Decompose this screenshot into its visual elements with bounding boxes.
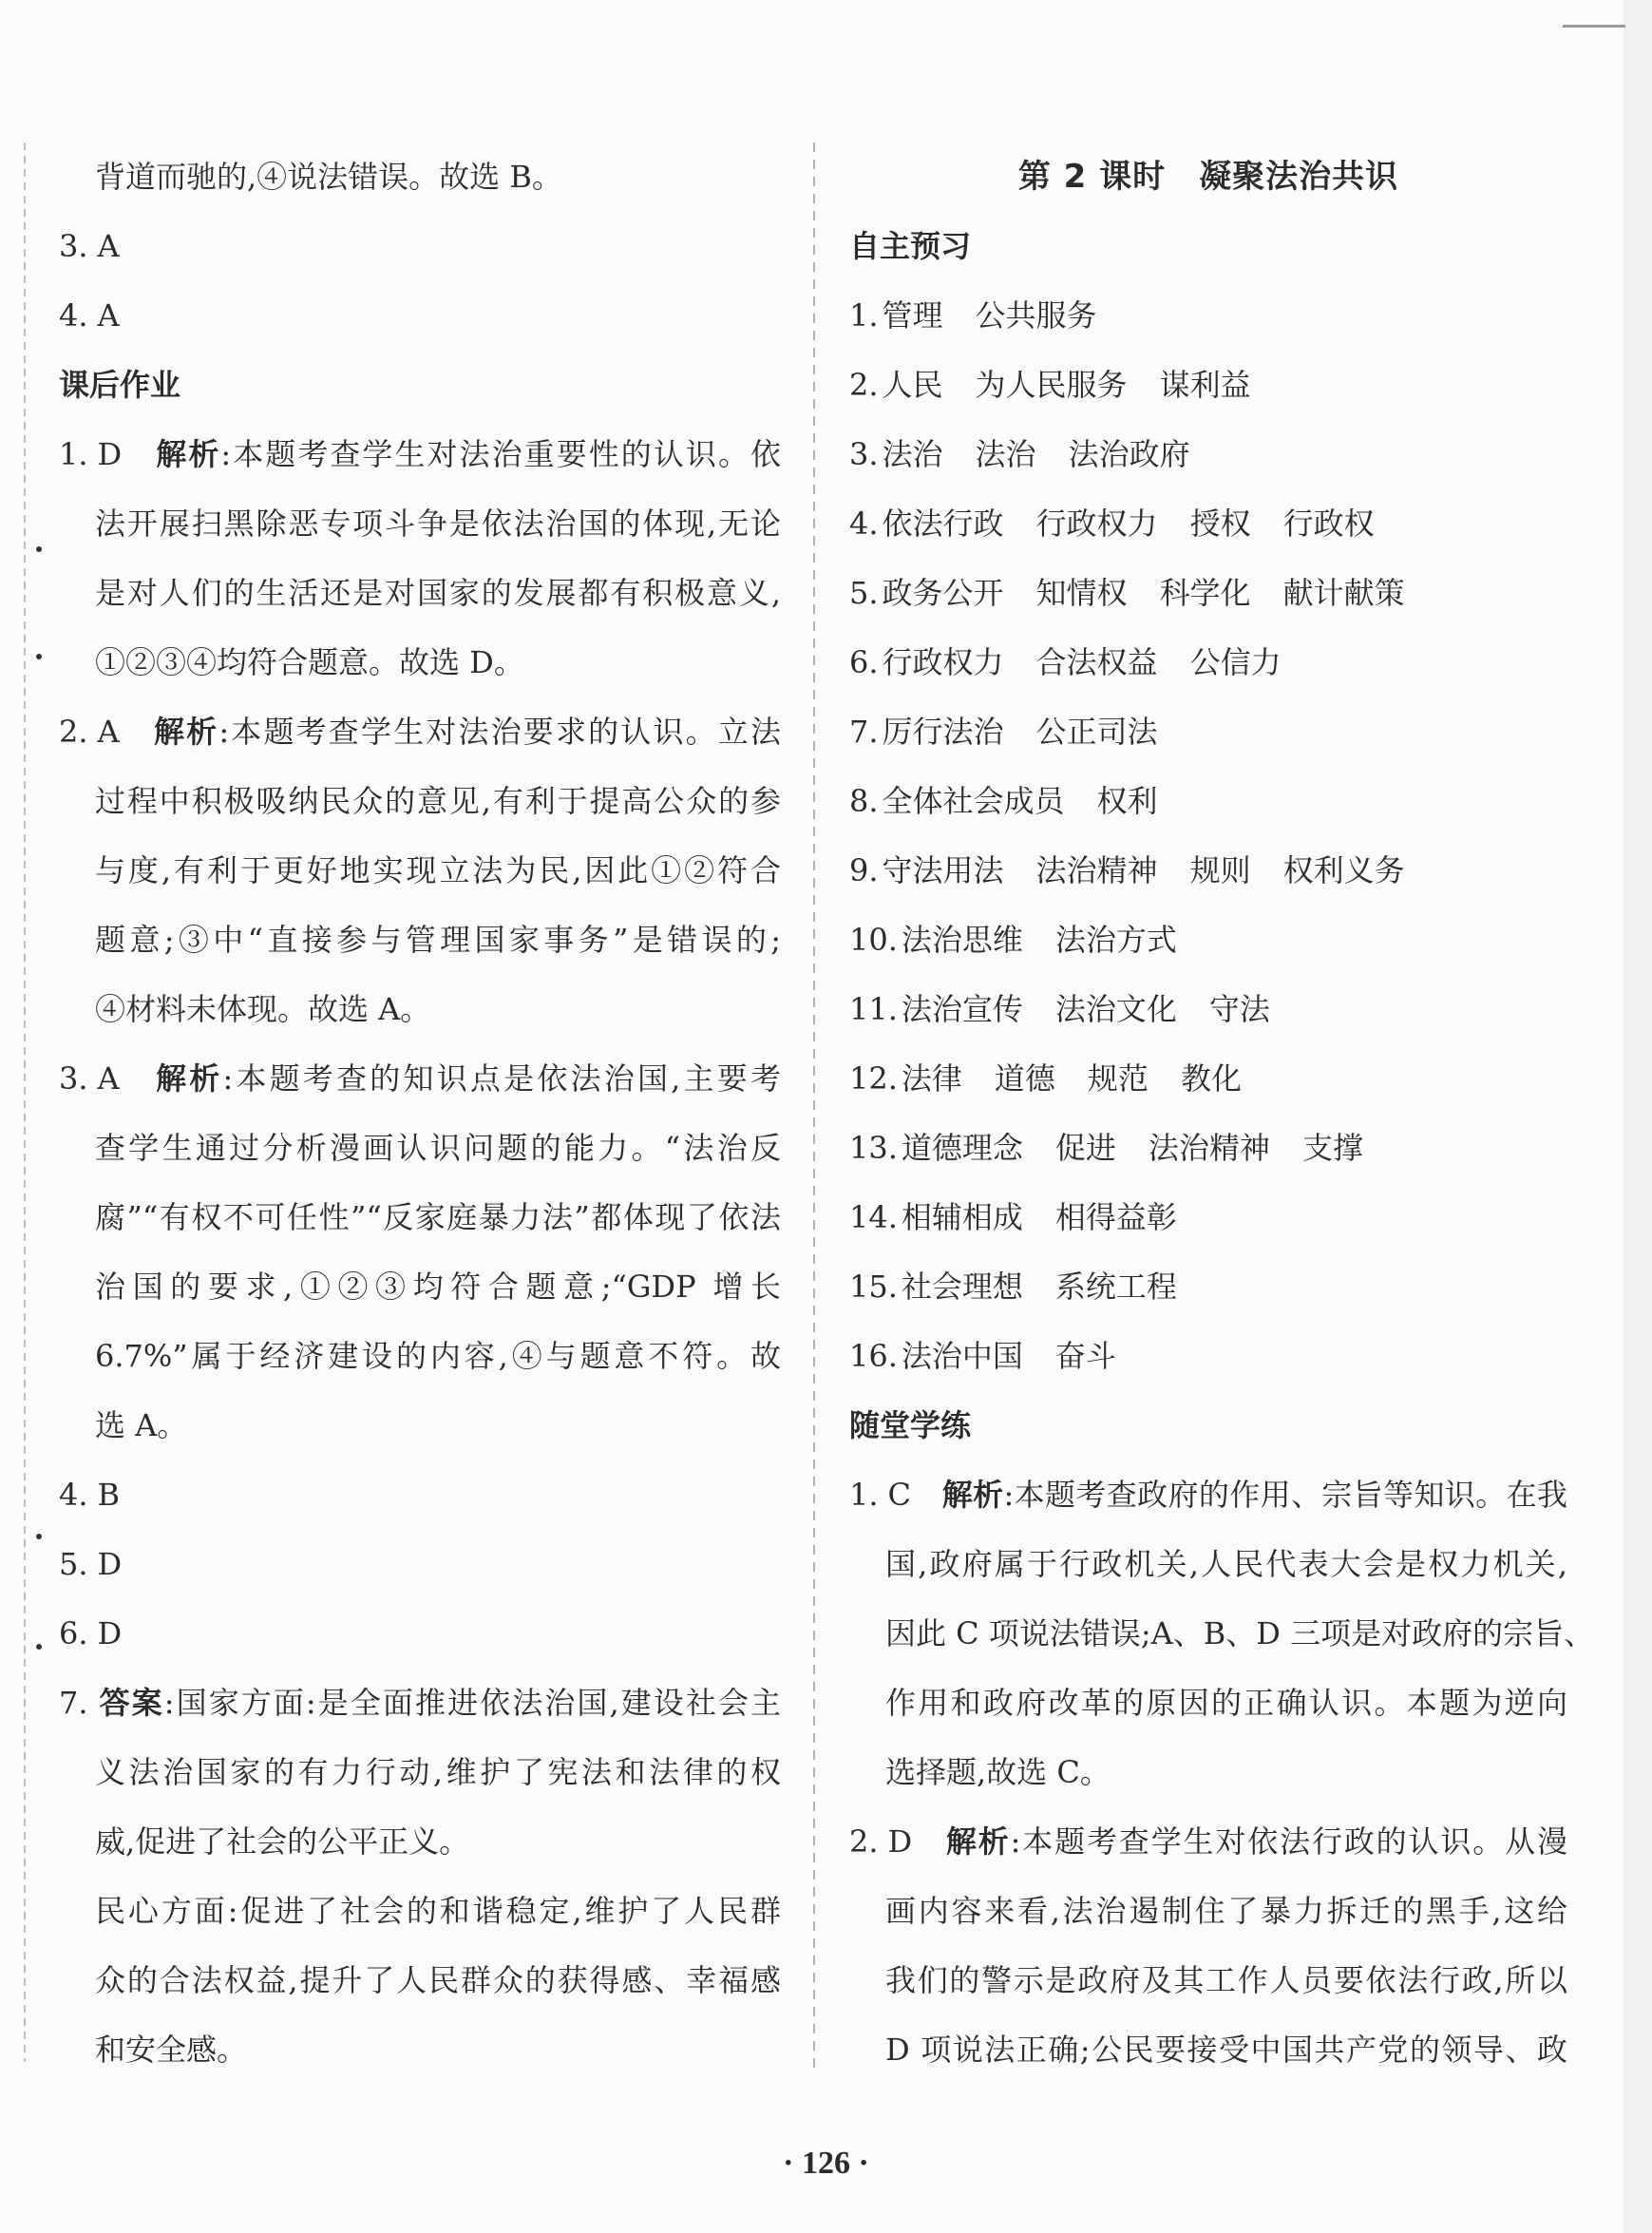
preview-answer: 守法用法 bbox=[882, 852, 1004, 888]
margin-dot bbox=[36, 546, 42, 552]
preview-answer-row: 13. 道德理念 促进 法治精神 支撑 bbox=[849, 1130, 1363, 1166]
preview-answer: 谋利益 bbox=[1159, 367, 1251, 403]
preview-answer: 相辅相成 bbox=[901, 1199, 1023, 1235]
preview-answer: 法治精神 bbox=[1035, 852, 1158, 888]
preview-answer: 法律 bbox=[901, 1060, 962, 1097]
preview-answer: 法治政府 bbox=[1068, 436, 1190, 472]
page-number: · 126 · bbox=[783, 2146, 869, 2181]
preview-answer-row: 9. 守法用法 法治精神 规则 权利义务 bbox=[849, 852, 1405, 888]
preview-answer-row: 16. 法治中国 奋斗 bbox=[849, 1338, 1116, 1374]
preview-answer-row: 14. 相辅相成 相得益彰 bbox=[849, 1199, 1177, 1235]
preview-answer: 规范 bbox=[1087, 1060, 1149, 1097]
preview-answer: 促进 bbox=[1054, 1130, 1116, 1166]
preview-answer: 规则 bbox=[1189, 852, 1251, 888]
preview-answer: 行政权 bbox=[1282, 506, 1375, 542]
preview-answer-list bbox=[849, 281, 1567, 1391]
margin-dot bbox=[36, 654, 42, 659]
preview-answer: 政务公开 bbox=[882, 575, 1004, 611]
preview-answer: 道德 bbox=[994, 1060, 1055, 1097]
preview-answer-row: 2. 人民 为人民服务 谋利益 bbox=[849, 367, 1251, 403]
preview-answer: 公信力 bbox=[1189, 644, 1282, 680]
preview-answer: 公正司法 bbox=[1035, 714, 1158, 750]
binding-margin-rule bbox=[24, 143, 26, 2062]
preview-answer: 为人民服务 bbox=[975, 367, 1128, 403]
preview-answer: 科学化 bbox=[1159, 575, 1251, 611]
column-divider bbox=[813, 143, 815, 2071]
corner-mark bbox=[1563, 25, 1625, 28]
section-title-homework: 课后作业 bbox=[59, 367, 181, 403]
preview-answer: 授权 bbox=[1189, 506, 1251, 542]
preview-answer: 权利 bbox=[1096, 783, 1158, 819]
preview-answer-row: 10. 法治思维 法治方式 bbox=[849, 922, 1177, 958]
homework-item-2: 2. A 解析:本题考查学生对法治要求的认识。立法 过程中积极吸纳民众的意见,有利于提高公众的参 与度,有利于更好地实现立法为民,因此①②符合 题意;③中“直接参与管理国家事务”是错误的; ④材料未体现。故选 A。 bbox=[59, 714, 781, 1027]
homework-item-1: 1. D 解析:本题考查学生对法治重要性的认识。依 法开展扫黑除恶专项斗争是依法治国的体现,无论 是对人们的生活还是对国家的发展都有积极意义, ①②③④均符合题意。故选 D。 bbox=[59, 436, 781, 680]
preview-answer-row: 8. 全体社会成员 权利 bbox=[849, 783, 1158, 819]
lesson-title: 第 2 课时 凝聚法治共识 bbox=[1017, 158, 1399, 196]
page-edge-shadow bbox=[1624, 0, 1652, 2233]
preview-answer: 权利义务 bbox=[1282, 852, 1405, 888]
preview-answer: 教化 bbox=[1180, 1060, 1242, 1097]
preview-answer: 系统工程 bbox=[1054, 1269, 1177, 1305]
preview-answer: 法治中国 bbox=[901, 1338, 1023, 1374]
preview-answer: 法治宣传 bbox=[901, 991, 1023, 1027]
preview-answer: 人民 bbox=[882, 367, 943, 403]
preview-answer: 献计献策 bbox=[1282, 575, 1405, 611]
preview-answer: 相得益彰 bbox=[1054, 1199, 1177, 1235]
preview-answer: 法治 bbox=[882, 436, 943, 472]
preview-answer: 道德理念 bbox=[901, 1130, 1023, 1166]
right-column bbox=[849, 143, 1595, 2085]
homework-item-7: 7. 答案:国家方面:是全面推进依法治国,建设社会主 义法治国家的有力行动,维护了宪法和法律的权 威,促进了社会的公平正义。 民心方面:促进了社会的和谐稳定,维护了人民群 众的合法权益,提升了人民群众的获得感、幸福感 和安全感。 bbox=[59, 1685, 781, 2068]
answer-line: 4. B bbox=[59, 1477, 121, 1513]
answer-line: 6. D bbox=[59, 1615, 123, 1651]
section-title-preview: 自主预习 bbox=[849, 228, 972, 264]
preview-answer: 守法 bbox=[1208, 991, 1270, 1027]
margin-dot bbox=[36, 1534, 42, 1539]
preview-answer: 奋斗 bbox=[1054, 1338, 1116, 1374]
continued-line: 背道而驰的,④说法错误。故选 B。 bbox=[95, 159, 562, 195]
margin-dot bbox=[36, 1644, 42, 1650]
preview-answer-row: 15. 社会理想 系统工程 bbox=[849, 1269, 1177, 1305]
preview-answer-row: 7. 厉行法治 公正司法 bbox=[849, 714, 1158, 750]
preview-answer: 行政权力 bbox=[1035, 506, 1158, 542]
practice-item-1: 1. C 解析:本题考查政府的作用、宗旨等知识。在我 国,政府属于行政机关,人民代表大会是权力机关, 因此 C 项说法错误;A、B、D 三项是对政府的宗旨、 作用和政府改革的原因的正确认识。本题为逆向 选择题,故选 C。 bbox=[849, 1477, 1595, 1790]
preview-answer: 管理 bbox=[882, 297, 943, 334]
preview-answer-row: 3. 法治 法治 法治政府 bbox=[849, 436, 1190, 472]
preview-answer: 法治文化 bbox=[1054, 991, 1177, 1027]
preview-answer-row: 6. 行政权力 合法权益 公信力 bbox=[849, 644, 1282, 680]
preview-answer: 法治精神 bbox=[1148, 1130, 1270, 1166]
preview-answer: 支撑 bbox=[1301, 1130, 1363, 1166]
preview-answer: 法治 bbox=[975, 436, 1036, 472]
preview-answer: 法治思维 bbox=[901, 922, 1023, 958]
answer-line: 4. A bbox=[59, 297, 120, 334]
answer-line: 3. A bbox=[59, 228, 120, 264]
preview-answer: 行政权力 bbox=[882, 644, 1004, 680]
preview-answer: 依法行政 bbox=[882, 506, 1004, 542]
left-column bbox=[59, 143, 781, 2085]
preview-answer: 公共服务 bbox=[975, 297, 1097, 334]
answer-line: 5. D bbox=[59, 1546, 123, 1582]
preview-answer: 全体社会成员 bbox=[882, 783, 1065, 819]
homework-item-3: 3. A 解析:本题考查的知识点是依法治国,主要考 查学生通过分析漫画认识问题的能力。“法治反 腐”“有权不可任性”“反家庭暴力法”都体现了依法 治国的要求,①②③均符合题意;“GDP 增长 6.7%”属于经济建设的内容,④与题意不符。故 选 A。 bbox=[59, 1060, 781, 1443]
section-title-practice: 随堂学练 bbox=[849, 1407, 972, 1443]
preview-answer: 社会理想 bbox=[901, 1269, 1023, 1305]
preview-answer: 法治方式 bbox=[1054, 922, 1177, 958]
preview-answer: 知情权 bbox=[1035, 575, 1128, 611]
preview-answer: 合法权益 bbox=[1035, 644, 1158, 680]
practice-item-2: 2. D 解析:本题考查学生对依法行政的认识。从漫 画内容来看,法治遏制住了暴力拆迁的黑手,这给 我们的警示是政府及其工作人员要依法行政,所以 D 项说法正确;公民要接受中国共产党的领导、政 bbox=[849, 1823, 1567, 2068]
preview-answer: 厉行法治 bbox=[882, 714, 1004, 750]
preview-answer-row: 1. 管理 公共服务 bbox=[849, 297, 1097, 334]
preview-answer-row: 4. 依法行政 行政权力 授权 行政权 bbox=[849, 506, 1375, 542]
preview-answer-row: 5. 政务公开 知情权 科学化 献计献策 bbox=[849, 575, 1405, 611]
preview-answer-row: 11. 法治宣传 法治文化 守法 bbox=[849, 991, 1270, 1027]
preview-answer-row: 12. 法律 道德 规范 教化 bbox=[849, 1060, 1242, 1097]
